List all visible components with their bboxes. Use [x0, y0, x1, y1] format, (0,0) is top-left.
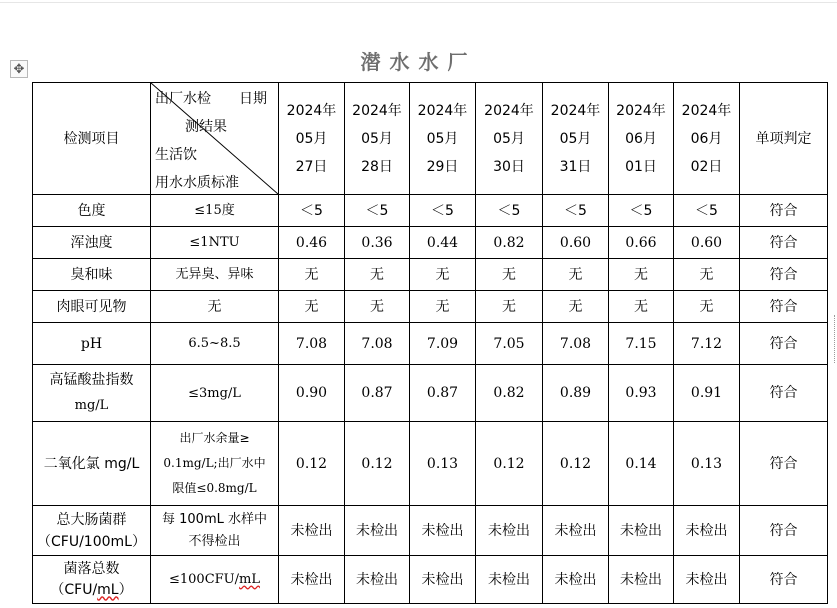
value-cell: 0.60 — [543, 227, 609, 259]
value-cell: 0.89 — [543, 365, 609, 422]
item-cell: 二氧化氯 mg/L — [33, 422, 151, 506]
item-cell: 肉眼可见物 — [33, 291, 151, 323]
item-cell: 色度 — [33, 195, 151, 227]
value-cell: 未检出 — [410, 556, 476, 604]
diag-top-left: 出厂水检 — [155, 91, 211, 107]
standard-cell: 无异臭、异味 — [151, 259, 279, 291]
table-row — [33, 556, 828, 604]
value-cell: 无 — [609, 259, 674, 291]
value-cell: 未检出 — [543, 556, 609, 604]
value-cell: 未检出 — [476, 506, 543, 556]
standard-cell: ≤100CFU/mL — [151, 556, 279, 604]
verdict-cell: 符合 — [740, 506, 828, 556]
item-cell: 菌落总数 （CFU/mL） — [33, 556, 151, 604]
value-cell: 未检出 — [279, 506, 345, 556]
value-cell: ＜5 — [609, 195, 674, 227]
table-row — [33, 259, 828, 291]
value-cell: 0.87 — [410, 365, 476, 422]
value-cell: 0.82 — [476, 365, 543, 422]
date-cell: 2024年 06月 01日 — [609, 83, 674, 195]
value-cell: 0.12 — [345, 422, 410, 506]
value-cell: ＜5 — [476, 195, 543, 227]
value-cell: 0.91 — [674, 365, 740, 422]
value-cell: ＜5 — [410, 195, 476, 227]
verdict-cell: 符合 — [740, 291, 828, 323]
value-cell: 0.66 — [609, 227, 674, 259]
verdict-cell: 符合 — [740, 556, 828, 604]
value-cell: 未检出 — [476, 556, 543, 604]
table-row — [33, 323, 828, 365]
standard-cell: ≤3mg/L — [151, 365, 279, 422]
table-row — [33, 227, 828, 259]
date-cell: 2024年 05月 28日 — [345, 83, 410, 195]
diag-bottom-2: 用水水质标准 — [155, 175, 239, 191]
value-cell: 无 — [345, 259, 410, 291]
date-cell: 2024年 05月 29日 — [410, 83, 476, 195]
verdict-cell: 符合 — [740, 323, 828, 365]
value-cell: 7.08 — [279, 323, 345, 365]
verdict-cell: 符合 — [740, 227, 828, 259]
item-cell: 总大肠菌群 （CFU/100mL） — [33, 506, 151, 556]
value-cell: 未检出 — [674, 506, 740, 556]
standard-cell: 每 100mL 水样中 不得检出 — [151, 506, 279, 556]
table-row — [33, 422, 828, 506]
table-row — [33, 195, 828, 227]
value-cell: 无 — [476, 291, 543, 323]
value-cell: 未检出 — [609, 556, 674, 604]
value-cell: 0.60 — [674, 227, 740, 259]
header-item-cell: 检测项目 — [33, 83, 151, 195]
value-cell: 未检出 — [609, 506, 674, 556]
value-cell: 7.12 — [674, 323, 740, 365]
value-cell: 0.87 — [345, 365, 410, 422]
standard-cell: 出厂水余量≥ 0.1mg/L;出厂水中 限值≤0.8mg/L — [151, 422, 279, 506]
value-cell: 7.05 — [476, 323, 543, 365]
value-cell: 0.12 — [279, 422, 345, 506]
value-cell: 无 — [410, 259, 476, 291]
value-cell: 0.13 — [674, 422, 740, 506]
value-cell: ＜5 — [674, 195, 740, 227]
value-cell: 0.36 — [345, 227, 410, 259]
date-cell: 2024年 05月 30日 — [476, 83, 543, 195]
diag-bottom-1: 生活饮 — [155, 147, 197, 163]
value-cell: 无 — [279, 259, 345, 291]
value-cell: 7.08 — [543, 323, 609, 365]
value-cell: 无 — [279, 291, 345, 323]
header-verdict-cell: 单项判定 — [740, 83, 828, 195]
value-cell: 0.44 — [410, 227, 476, 259]
document-title: 潜水水厂 — [360, 50, 477, 74]
value-cell: 未检出 — [345, 556, 410, 604]
value-cell: 未检出 — [279, 556, 345, 604]
value-cell: 无 — [543, 259, 609, 291]
value-cell: 0.14 — [609, 422, 674, 506]
item-cell: 高锰酸盐指数 mg/L — [33, 365, 151, 422]
table-row — [33, 506, 828, 556]
diag-mid: 测结果 — [185, 119, 227, 135]
standard-cell: ≤1NTU — [151, 227, 279, 259]
table-row — [33, 365, 828, 422]
value-cell: 0.90 — [279, 365, 345, 422]
standard-cell: 无 — [151, 291, 279, 323]
page-top-border — [0, 2, 837, 3]
standard-cell: ≤15度 — [151, 195, 279, 227]
value-cell: 0.82 — [476, 227, 543, 259]
value-cell: ＜5 — [543, 195, 609, 227]
value-cell: 无 — [410, 291, 476, 323]
value-cell: 0.93 — [609, 365, 674, 422]
item-cell: 臭和味 — [33, 259, 151, 291]
value-cell: 未检出 — [410, 506, 476, 556]
table-move-handle-icon[interactable]: ✥ — [10, 60, 28, 78]
value-cell: 无 — [543, 291, 609, 323]
item-cell: 浑浊度 — [33, 227, 151, 259]
verdict-cell: 符合 — [740, 365, 828, 422]
diagonal-header-cell — [151, 83, 279, 195]
date-cell: 2024年 05月 27日 — [279, 83, 345, 195]
value-cell: 0.12 — [476, 422, 543, 506]
verdict-cell: 符合 — [740, 195, 828, 227]
value-cell: 7.15 — [609, 323, 674, 365]
value-cell: 未检出 — [674, 556, 740, 604]
value-cell: 0.13 — [410, 422, 476, 506]
value-cell: 7.09 — [410, 323, 476, 365]
standard-cell: 6.5~8.5 — [151, 323, 279, 365]
value-cell: 未检出 — [543, 506, 609, 556]
value-cell: ＜5 — [345, 195, 410, 227]
water-quality-table — [32, 82, 828, 604]
value-cell: 无 — [609, 291, 674, 323]
date-cell: 2024年 06月 02日 — [674, 83, 740, 195]
diag-top-right: 日期 — [239, 91, 267, 107]
date-cell: 2024年 05月 31日 — [543, 83, 609, 195]
table-row — [33, 291, 828, 323]
value-cell: ＜5 — [279, 195, 345, 227]
value-cell: 无 — [345, 291, 410, 323]
value-cell: 无 — [476, 259, 543, 291]
value-cell: 无 — [674, 259, 740, 291]
value-cell: 7.08 — [345, 323, 410, 365]
item-cell: pH — [33, 323, 151, 365]
verdict-cell: 符合 — [740, 422, 828, 506]
value-cell: 0.12 — [543, 422, 609, 506]
value-cell: 0.46 — [279, 227, 345, 259]
header-row — [33, 83, 828, 195]
value-cell: 无 — [674, 291, 740, 323]
value-cell: 未检出 — [345, 506, 410, 556]
verdict-cell: 符合 — [740, 259, 828, 291]
